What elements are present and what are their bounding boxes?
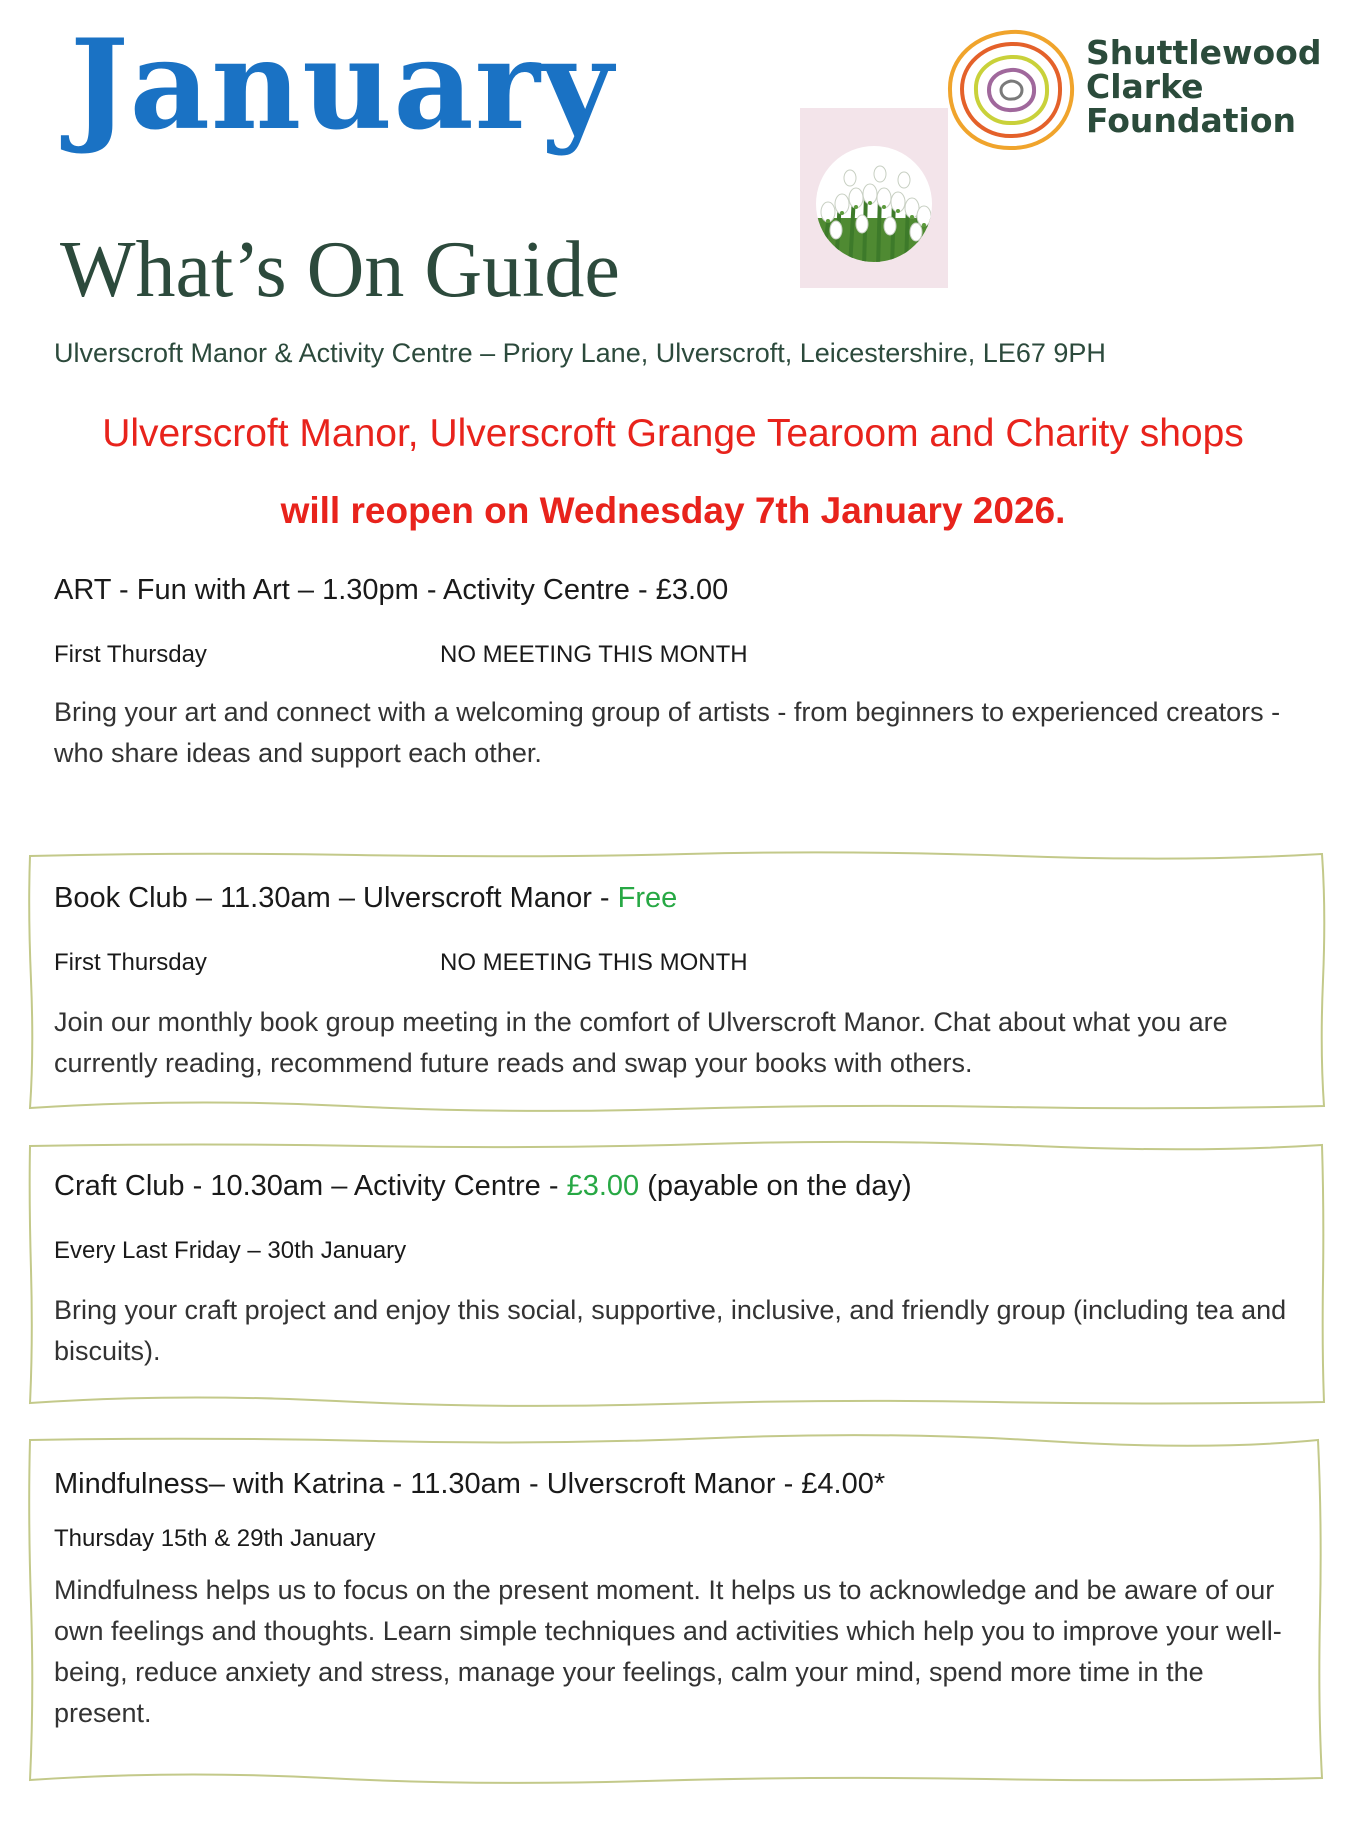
guide-title: What’s On Guide (60, 226, 620, 314)
foundation-logo (946, 28, 1322, 152)
event-book-club-schedule: First Thursday (54, 949, 207, 976)
event-mindfulness-heading: Mindfulness– with Katrina - 11.30am - Ulverscroft Manor - £4.00* (54, 1468, 886, 1500)
event-craft-club-venue: Activity Centre (353, 1170, 541, 1202)
reopen-notice-line2: will reopen on Wednesday 7th January 2026. (280, 490, 1066, 531)
event-book-club (54, 880, 1304, 1084)
logo-text-line1: Shuttlewood (1086, 33, 1322, 72)
event-book-club-schedule-row (54, 948, 1304, 978)
logo-text-line2: Clarke (1086, 67, 1204, 106)
event-craft-club-price: £3.00 (566, 1170, 640, 1202)
event-book-club-description: Join our monthly book group meeting in the comfort of Ulverscroft Manor. Chat about what you are currently reading, recommend future reads and swap your books with others. (54, 1007, 1228, 1078)
event-book-club-price: Free (617, 882, 678, 914)
tree-rings-logo-icon (946, 28, 1076, 152)
heading-separator: - (591, 882, 618, 914)
event-art-description: Bring your art and connect with a welcoming group of artists - from beginners to experienced creators - who share ideas and support each other. (54, 697, 1281, 768)
event-art-schedule: First Thursday (54, 641, 207, 668)
event-craft-club-schedule: Every Last Friday – 30th January (54, 1237, 407, 1264)
event-art-schedule-row (54, 640, 1304, 670)
event-mindfulness-schedule: Thursday 15th & 29th January (54, 1525, 376, 1552)
event-craft-club-name: Craft Club (54, 1170, 185, 1202)
venue-address: Ulverscroft Manor & Activity Centre – Priory Lane, Ulverscroft, Leicestershire, LE67 9PH (54, 338, 1106, 368)
snowdrop-illustration (800, 108, 948, 288)
event-book-club-name: Book Club (54, 882, 188, 914)
month-title: January (70, 13, 615, 158)
reopen-notice-line1: Ulverscroft Manor, Ulverscroft Grange Tearoom and Charity shops (102, 412, 1244, 455)
event-book-club-note: NO MEETING THIS MONTH (440, 949, 748, 976)
event-book-club-time: 11.30am (220, 882, 331, 914)
event-craft-club-description: Bring your craft project and enjoy this social, supportive, inclusive, and friendly group (including tea and biscuits). (54, 1295, 1287, 1366)
event-craft-club-heading (54, 1168, 1304, 1204)
heading-separator: - (540, 1170, 567, 1202)
event-book-club-heading (54, 880, 1304, 916)
event-mindfulness-description: Mindfulness helps us to focus on the present moment. It helps us to acknowledge and be aware of our own feelings and thoughts. Learn simple techniques and activities which help you to improve your well-being, reduce anxiety and stress, manage your feelings, calm your mind, spend more time in the present. (54, 1575, 1282, 1728)
event-art (54, 572, 1304, 774)
heading-separator: – (330, 882, 364, 914)
event-mindfulness (54, 1466, 1304, 1734)
event-craft-club-payment-note: (payable on the day) (639, 1170, 912, 1202)
event-art-note: NO MEETING THIS MONTH (440, 641, 748, 668)
event-art-heading: ART - Fun with Art – 1.30pm - Activity Centre - £3.00 (54, 574, 729, 606)
event-book-club-venue: Ulverscroft Manor (363, 882, 592, 914)
heading-separator: - (184, 1170, 211, 1202)
event-craft-club (54, 1168, 1304, 1372)
event-craft-club-time: 10.30am (210, 1170, 324, 1202)
heading-separator: – (323, 1170, 354, 1202)
logo-text-line3: Foundation (1086, 101, 1297, 140)
heading-separator: – (187, 882, 221, 914)
